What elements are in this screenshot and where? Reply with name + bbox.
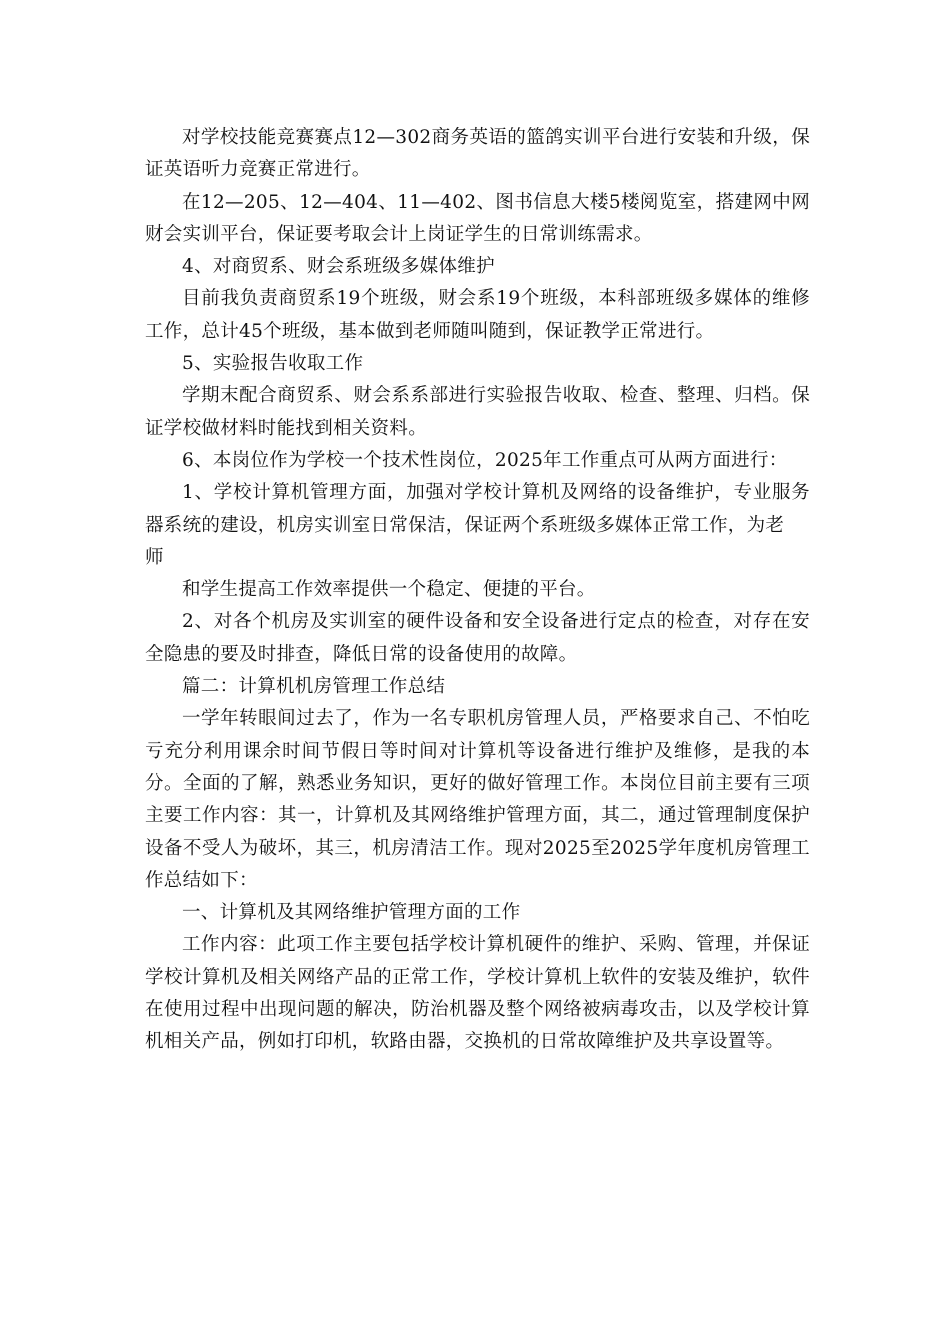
heading-lab-report: 5、实验报告收取工作 <box>182 353 364 375</box>
paragraph-work-content: 工作内容：此项工作主要包括学校计算机硬件的维护、采购、管理，并保证学校计算机及相关网络产品的正常工作，学校计算机上软件的安装及维护，软件在使用过程中出现问题的解决，防治机器及整个网络被病毒攻击，以及学校计算机相关产品，例如打印机，软路由器，交换机的日常故障维护及共享设置等。 <box>145 934 810 1053</box>
heading-part-two: 篇二：计算机机房管理工作总结 <box>182 676 446 698</box>
paragraph-basketball-platform: 对学校技能竞赛赛点12—302商务英语的篮鸽实训平台进行安装和升级，保证英语听力竞赛正常进行。 <box>145 127 810 181</box>
paragraph-computer-management: 1、学校计算机管理方面，加强对学校计算机及网络的设备维护，专业服务器系统的建设，机房实训室日常保洁，保证两个系班级多媒体正常工作，为老 <box>145 482 810 536</box>
heading-multimedia-maintenance: 4、对商贸系、财会系班级多媒体维护 <box>182 256 495 278</box>
paragraph-safety-check: 2、对各个机房及实训室的硬件设备和安全设备进行定点的检查，对存在安全隐患的要及时排查，降低日常的设备使用的故障。 <box>145 611 810 665</box>
heading-technical-post: 6、本岗位作为学校一个技术性岗位，2025年工作重点可从两方面进行： <box>182 449 788 471</box>
paragraph-platform-students: 和学生提高工作效率提供一个稳定、便捷的平台。 <box>182 579 596 601</box>
paragraph-summary-intro: 一学年转眼间过去了，作为一名专职机房管理人员，严格要求自己、不怕吃亏充分利用课余时间节假日等时间对计算机等设备进行维护及维修，是我的本分。全面的了解，熟悉业务知识，更好的做好管理工作。本岗位目前主要有三项主要工作内容：其一，计算机及其网络维护管理方面，其二，通过管理制度保护设备不受人为破坏，其三，机房清洁工作。现对2025至2025学年度机房管理工作总结如下： <box>145 708 810 891</box>
document-body <box>145 122 810 1059</box>
paragraph-lab-report: 学期末配合商贸系、财会系系部进行实验报告收取、检查、整理、归档。保证学校做材料时能找到相关资料。 <box>145 385 810 439</box>
paragraph-fragment-teacher: 师 <box>145 546 164 568</box>
heading-network-maintenance: 一、计算机及其网络维护管理方面的工作 <box>182 902 521 924</box>
paragraph-accounting-platform: 在12—205、12—404、11—402、图书信息大楼5楼阅览室，搭建网中网财会实训平台，保证要考取会计上岗证学生的日常训练需求。 <box>145 191 810 245</box>
paragraph-class-count: 目前我负责商贸系19个班级，财会系19个班级，本科部班级多媒体的维修工作，总计45个班级，基本做到老师随叫随到，保证教学正常进行。 <box>145 288 810 342</box>
